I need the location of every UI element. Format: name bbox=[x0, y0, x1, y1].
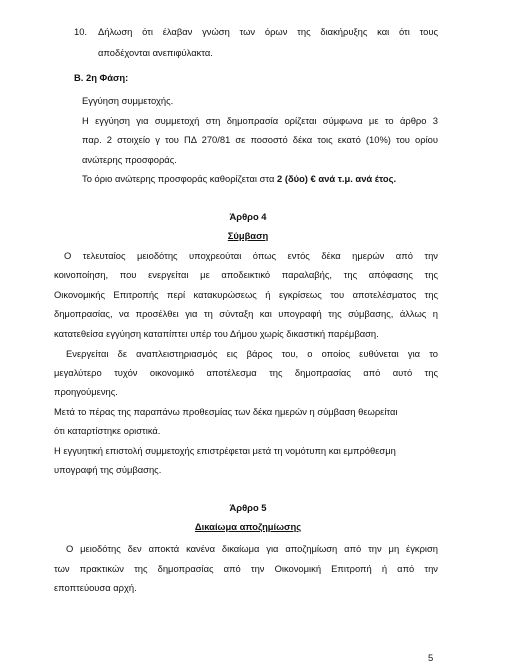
article-4-line-5: κατατεθείσα εγγύηση καταπίπτει υπέρ του Δήμου χωρίς δικαστική παρέμβαση. bbox=[54, 328, 379, 339]
article-4-line-4: δημοπρασίας, να προσέλθει για τη σύνταξη και υπογραφή της σύμβασης, άλλως η bbox=[54, 308, 438, 319]
article-4-line-1: Ο τελευταίος μειοδότης υποχρεούται όπως εντός δέκα ημερών από την bbox=[64, 250, 438, 261]
item-10-line-1: Δήλωση ότι έλαβαν γνώση των όρων της διακήρυξης και ότι τους bbox=[98, 26, 438, 37]
article-4-line-9: Μετά το πέρας της παραπάνω προθεσμίας των δέκα ημερών η σύμβαση θεωρείται bbox=[54, 406, 398, 417]
article-4-number: Άρθρο 4 bbox=[229, 211, 267, 222]
item-10-number: 10. bbox=[74, 26, 88, 37]
offer-limit-value: 2 (δύο) € ανά τ.μ. ανά έτος. bbox=[277, 173, 397, 184]
article-5-number: Άρθρο 5 bbox=[229, 502, 267, 513]
article-4-title: Σύμβαση bbox=[227, 230, 269, 241]
phase-b-line-3: παρ. 2 στοιχείο γ του ΠΔ 270/81 σε ποσοστό δέκα τοις εκατό (10%) του ορίου bbox=[82, 134, 438, 145]
article-4-line-11: Η εγγυητική επιστολή συμμετοχής επιστρέφεται μετά τη νομότυπη και εμπρόθεσμη bbox=[54, 445, 396, 456]
page-number: 5 bbox=[428, 652, 434, 663]
article-4-line-7: μεγαλύτερο τυχόν οικονομικό αποτέλεσμα της δημοπρασίας από αυτό της bbox=[54, 367, 438, 378]
phase-b-heading: Β. 2η Φάση: bbox=[74, 72, 129, 83]
article-5-line-2: των πρακτικών της δημοπρασίας από την Οικονομική Επιτροπή ή από την bbox=[54, 563, 438, 574]
article-4-line-8: προηγούμενης. bbox=[54, 386, 118, 397]
phase-b-line-1: Εγγύηση συμμετοχής. bbox=[82, 95, 174, 106]
article-5-title: Δικαίωμα αποζημίωσης bbox=[194, 521, 302, 532]
article-4-line-2: κοινοποίηση, που ενεργείται με αποδεικτικό παραλαβής, της απόφασης της bbox=[54, 269, 438, 280]
article-4-line-10: ότι καταρτίστηκε οριστικά. bbox=[54, 425, 161, 436]
item-10-line-2: αποδέχονται ανεπιφύλακτα. bbox=[98, 47, 213, 58]
article-4-line-12: υπογραφή της σύμβασης. bbox=[54, 464, 162, 475]
offer-limit-text: Το όριο ανώτερης προσφοράς καθορίζεται στα bbox=[82, 173, 277, 184]
article-5-line-3: εποπτεύουσα αρχή. bbox=[54, 582, 137, 593]
article-5-line-1: Ο μειοδότης δεν αποκτά κανένα δικαίωμα για αποζημίωση από την μη έγκριση bbox=[66, 543, 438, 554]
phase-b-line-4: ανώτερης προσφοράς. bbox=[82, 154, 177, 165]
article-4-line-3: Οικονομικής Επιτροπής περί κατακυρώσεως ή εγκρίσεως του αποτελέσματος της bbox=[54, 289, 438, 300]
article-4-line-6: Ενεργείται δε αναπλειστηριασμός εις βάρος του, ο οποίος ευθύνεται για το bbox=[66, 348, 438, 359]
phase-b-line-2: Η εγγύηση για συμμετοχή στη δημοπρασία ορίζεται σύμφωνα με το άρθρο 3 bbox=[82, 115, 438, 126]
offer-limit-sentence bbox=[82, 173, 467, 185]
